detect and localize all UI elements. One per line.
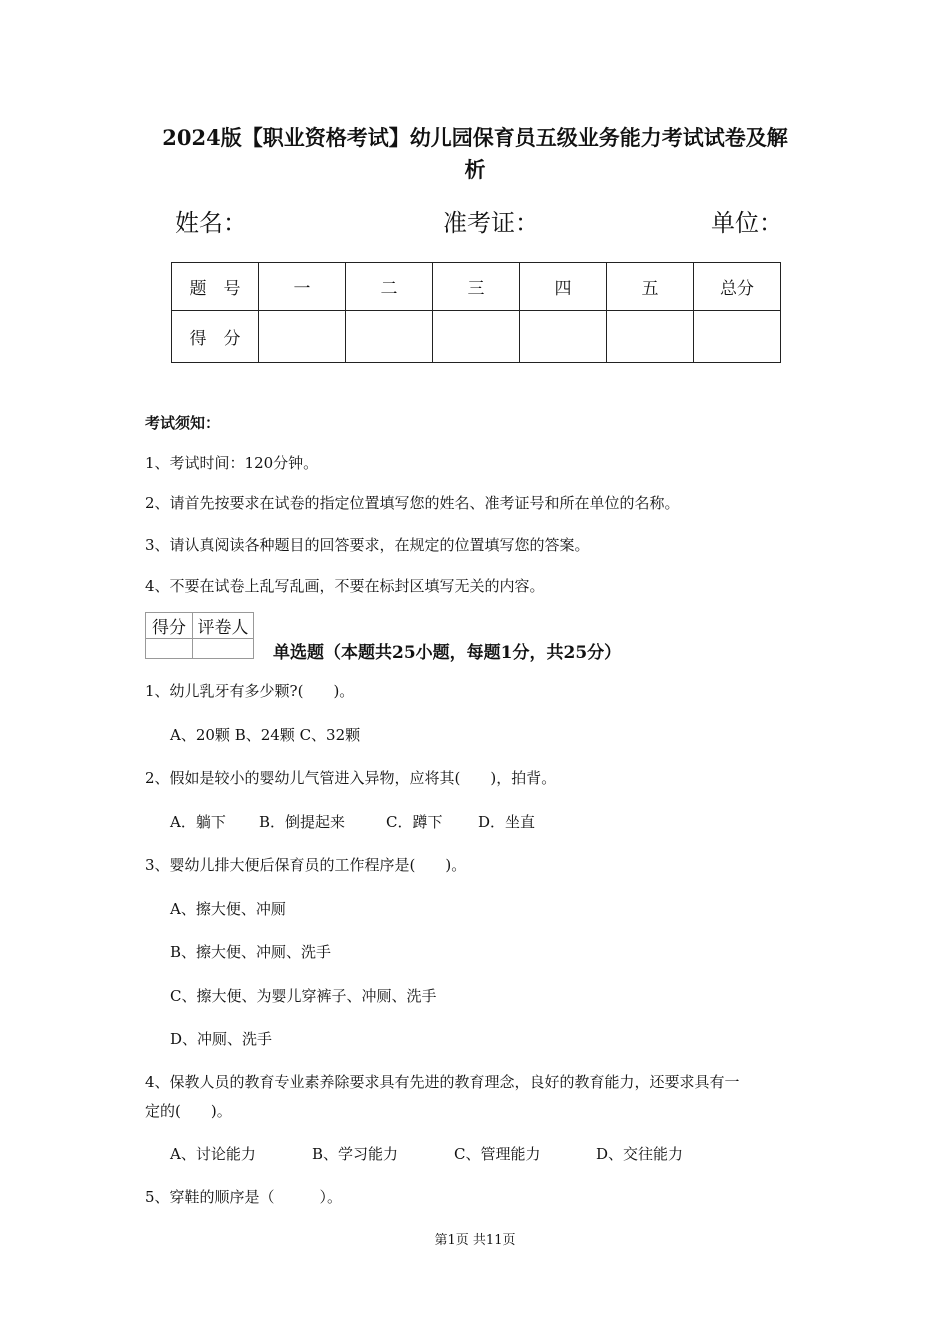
score-table-header-3: 三 [433, 263, 520, 311]
question-option: B、学习能力 [312, 1145, 399, 1163]
notice-item: 4、不要在试卷上乱写乱画，不要在标封区填写无关的内容。 [145, 577, 545, 595]
notice-heading: 考试须知： [145, 414, 221, 432]
score-cell-4[interactable] [520, 311, 607, 363]
question-option: A、讨论能力 [170, 1145, 256, 1163]
grader-box-score-cell[interactable] [146, 639, 193, 659]
score-table-header-4: 四 [520, 263, 607, 311]
score-cell-5[interactable] [607, 311, 694, 363]
question-option: C．蹲下 [386, 813, 443, 831]
score-cell-total[interactable] [694, 311, 781, 363]
unit-field-label: 单位： [711, 209, 783, 237]
question-option: B、擦大便、冲厕、洗手 [170, 943, 332, 961]
question-stem: 5、穿鞋的顺序是（ ）。 [145, 1188, 343, 1206]
score-table [171, 262, 781, 363]
document-title-line1: 2024版【职业资格考试】幼儿园保育员五级业务能力考试试卷及解 [162, 125, 788, 150]
question-stem: 2、假如是较小的婴幼儿气管进入异物，应将其( )，拍背。 [145, 769, 557, 787]
question-option: D、交往能力 [596, 1145, 684, 1163]
grader-box-grader-label: 评卷人 [193, 613, 254, 639]
score-table-header-label: 题 号 [172, 263, 259, 311]
question-options: A、20颗 B、24颗 C、32颗 [170, 726, 361, 744]
question-option: A．躺下 [170, 813, 226, 831]
notice-item: 2、请首先按要求在试卷的指定位置填写您的姓名、准考证号和所在单位的名称。 [145, 494, 680, 512]
question-option: C、管理能力 [454, 1145, 541, 1163]
score-cell-3[interactable] [433, 311, 520, 363]
question-option: D、冲厕、洗手 [170, 1030, 273, 1048]
score-table-header-total: 总分 [694, 263, 781, 311]
score-table-header-5: 五 [607, 263, 694, 311]
section-title: 单选题（本题共25小题，每题1分，共25分） [273, 643, 622, 663]
grader-box-grader-cell[interactable] [193, 639, 254, 659]
grader-box-score-label: 得分 [146, 613, 193, 639]
name-field-label: 姓名： [175, 209, 247, 237]
notice-item: 3、请认真阅读各种题目的回答要求，在规定的位置填写您的答案。 [145, 536, 590, 554]
question-stem: 3、婴幼儿排大便后保育员的工作程序是( )。 [145, 856, 467, 874]
question-stem: 1、幼儿乳牙有多少颗?( )。 [145, 682, 355, 700]
exam-id-field-label: 准考证： [443, 209, 539, 237]
document-title-line2: 析 [464, 157, 486, 182]
score-cell-2[interactable] [346, 311, 433, 363]
question-option: D．坐直 [478, 813, 536, 831]
question-option: C、擦大便、为婴儿穿裤子、冲厕、洗手 [170, 987, 437, 1005]
grader-box [145, 612, 254, 659]
score-table-row-label: 得 分 [172, 311, 259, 363]
score-cell-1[interactable] [259, 311, 346, 363]
notice-item: 1、考试时间：120分钟。 [145, 454, 319, 472]
score-table-header-2: 二 [346, 263, 433, 311]
question-option: A、擦大便、冲厕 [170, 900, 286, 918]
score-table-header-1: 一 [259, 263, 346, 311]
page-footer: 第1页 共11页 [434, 1233, 516, 1248]
question-stem-continued: 定的( )。 [145, 1102, 232, 1120]
question-stem: 4、保教人员的教育专业素养除要求具有先进的教育理念，良好的教育能力，还要求具有一 [145, 1073, 740, 1091]
question-option: B．倒提起来 [259, 813, 346, 831]
